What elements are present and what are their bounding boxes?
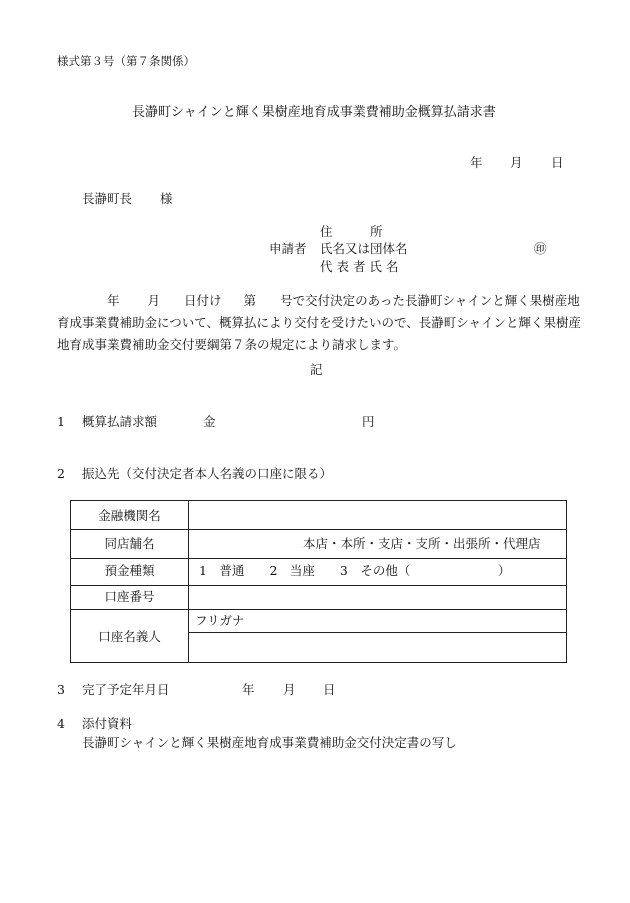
item1-currency: 金 bbox=[203, 414, 216, 429]
body-line1-text: 号で交付決定のあった長瀞町シャインと輝く果 bbox=[280, 293, 543, 308]
bank-account-table bbox=[70, 500, 567, 663]
ki-heading: 記 bbox=[310, 362, 323, 377]
row-line bbox=[71, 558, 566, 559]
form-number: 様式第３号（第７条関係） bbox=[57, 54, 195, 68]
body-date-suffix: 日付け bbox=[184, 293, 222, 308]
deposit-type-label: 預金種類 bbox=[104, 563, 155, 578]
date-year-label: 年 bbox=[470, 155, 483, 170]
item4-number: 4 bbox=[57, 716, 65, 731]
item2-number: 2 bbox=[57, 466, 65, 481]
date-month-label: 月 bbox=[510, 155, 523, 170]
deposit-options: 1 普通 2 当座 3 その他（ ） bbox=[199, 563, 511, 578]
body-year: 年 bbox=[107, 293, 120, 308]
addressee-name: 長瀞町長 bbox=[82, 191, 133, 206]
row-line bbox=[71, 529, 566, 530]
item4-label: 添付資料 bbox=[82, 716, 133, 731]
row-line bbox=[71, 609, 566, 610]
addressee-honorific: 様 bbox=[160, 191, 173, 206]
body-month: 月 bbox=[147, 293, 161, 308]
body-rest: 樹産地育成事業費補助金について、概算払により交付を受けたいので、長瀞町シャインと輝く果樹産地育成事業費補助金交付要綱第７条の規定により請求します。 bbox=[57, 293, 582, 352]
row-line bbox=[188, 632, 566, 633]
table-divider bbox=[188, 501, 189, 662]
account-holder-label: 口座名義人 bbox=[98, 629, 161, 644]
item4-content: 長瀞町シャインと輝く果樹産地育成事業費補助金交付決定書の写し bbox=[82, 735, 457, 750]
item1-number: 1 bbox=[57, 414, 65, 429]
financial-institution-label: 金融機関名 bbox=[98, 508, 161, 523]
branch-name-label: 同店舗名 bbox=[104, 536, 155, 551]
item1-label: 概算払請求額 bbox=[82, 414, 158, 429]
body-dai: 第 bbox=[243, 293, 257, 308]
date-day-label: 日 bbox=[551, 155, 564, 170]
furigana-label: フリガナ bbox=[195, 613, 245, 628]
address-label: 住 所 bbox=[320, 224, 383, 239]
seal-mark: ㊞ bbox=[534, 241, 547, 256]
row-line bbox=[71, 585, 566, 586]
document-title: 長瀞町シャインと輝く果樹産地育成事業費補助金概算払請求書 bbox=[132, 105, 496, 120]
request-paragraph bbox=[57, 290, 582, 356]
item3-month: 月 bbox=[283, 682, 296, 697]
name-label: 氏名又は団体名 bbox=[320, 241, 408, 256]
representative-label: 代 表 者 氏 名 bbox=[320, 259, 399, 274]
account-number-label: 口座番号 bbox=[104, 589, 155, 604]
branch-types: 本店・本所・支店・支所・出張所・代理店 bbox=[303, 536, 541, 551]
applicant-label: 申請者 bbox=[269, 241, 307, 256]
item3-year: 年 bbox=[242, 682, 255, 697]
item3-day: 日 bbox=[323, 682, 336, 697]
item2-label: 振込先（交付決定者本人名義の口座に限る） bbox=[82, 466, 333, 481]
item3-number: 3 bbox=[57, 682, 65, 697]
item1-unit: 円 bbox=[362, 414, 375, 429]
item3-label: 完了予定年月日 bbox=[82, 682, 170, 697]
